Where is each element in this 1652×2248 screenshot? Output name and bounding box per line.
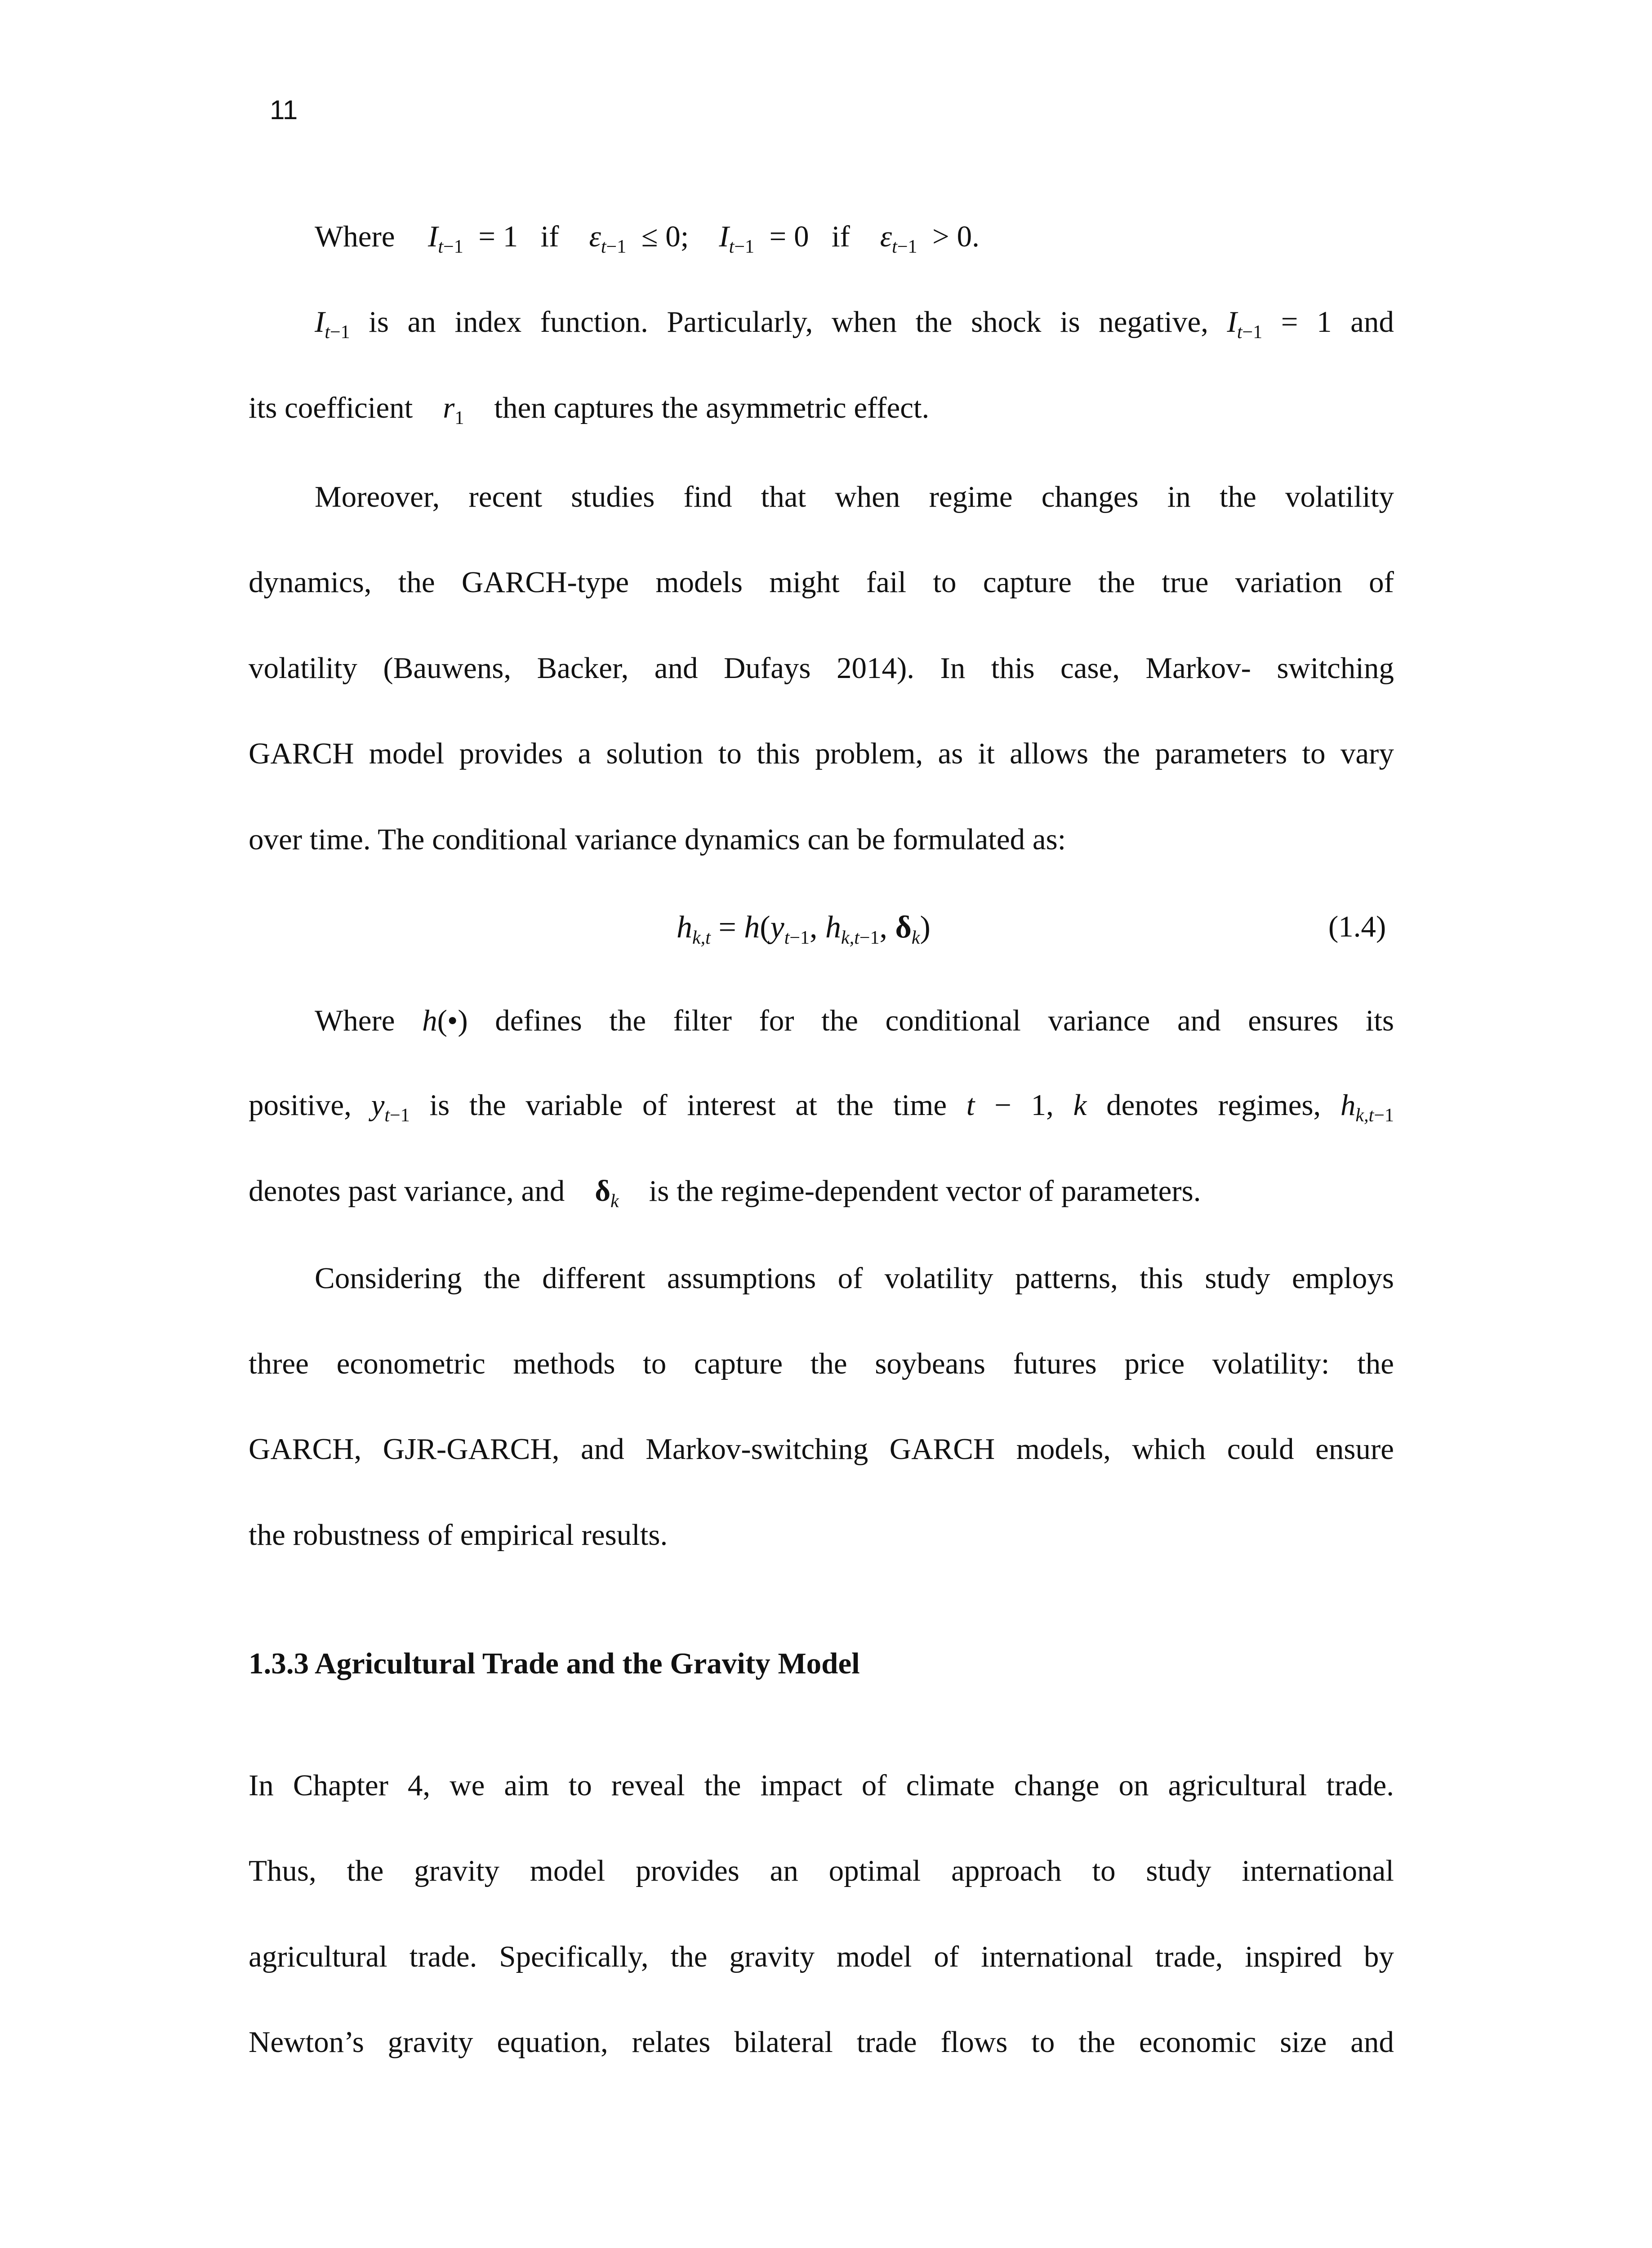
p3-text-past-variance: denotes past variance, and	[249, 1174, 565, 1208]
p2-line-5: over time. The conditional variance dynamics can be formulated as:	[249, 823, 1066, 856]
p2-line-3: volatility (Bauwens, Backer, and Dufays 2014). In this case, Markov- switching	[249, 651, 1394, 685]
p3-line-1: Where h(•) defines the filter for the conditional variance and ensures its	[315, 1004, 1394, 1037]
equation-number: (1.4)	[1328, 910, 1386, 943]
p5-line-3: agricultural trade. Specifically, the gravity model of international trade, inspired by	[249, 1940, 1394, 1973]
p1-text-captures: then captures the asymmetric effect.	[494, 391, 930, 424]
p1-text-coefficient: its coefficient	[249, 391, 413, 424]
p1-text-a: is an index function. Particularly, when the shock is negative,	[369, 305, 1208, 339]
p1-line-1: $I_{t-1}$ is an index function. Particularly, when the shock is negative, $I_{t-1} = 1$ and	[315, 305, 1394, 343]
p3-positive: positive,	[249, 1088, 352, 1122]
p1-text-and: and	[1350, 305, 1394, 339]
where-word: Where	[315, 220, 395, 253]
math-I-t-1-c: $I_{t-1}$	[315, 305, 350, 343]
p3-text-vector: is the regime-dependent vector of parameters.	[649, 1174, 1201, 1208]
p4-line-1: Considering the different assumptions of volatility patterns, this study employs	[315, 1262, 1394, 1295]
p3-line-2	[249, 1090, 1394, 1125]
math-t-minus-1: t − 1,	[966, 1088, 1054, 1122]
math-I-t-1: $I_{t-1}$	[428, 220, 463, 257]
section-heading: 1.3.3 Agricultural Trade and the Gravity Model	[249, 1647, 860, 1680]
p5-line-2: Thus, the gravity model provides an optimal approach to study international	[249, 1854, 1394, 1887]
math-eps-t-1-b: $\varepsilon_{t-1}$	[880, 220, 917, 257]
equation-body: $h_{k,t} = h(y_{t-1}$, $h_{k,t-1}$, $\delta_k$)	[677, 910, 931, 948]
math-eps-t-1: $\varepsilon_{t-1}$	[589, 220, 627, 257]
math-h-k-t-1: $h_{k,t-1}$	[1340, 1088, 1394, 1126]
p3-text-filter: defines the filter for the conditional variance and ensures its	[495, 1004, 1394, 1037]
p4-line-3: GARCH, GJR-GARCH, and Markov-switching GARCH models, which could ensure	[249, 1432, 1394, 1466]
p3-line-3	[249, 1176, 1201, 1211]
math-r1: $r_1$	[443, 391, 464, 428]
p5-line-4: Newton’s gravity equation, relates bilateral trade flows to the economic size and	[249, 2025, 1394, 2059]
if-word-1: if	[540, 220, 559, 253]
math-delta-k: $\delta_k$	[595, 1174, 619, 1212]
p3-where: Where	[315, 1004, 395, 1037]
p2-line-4: GARCH model provides a solution to this problem, as it allows the parameters to vary	[249, 737, 1394, 770]
p5-line-1: In Chapter 4, we aim to reveal the impact of climate change on agricultural trade.	[249, 1769, 1394, 1802]
if-word-2: if	[831, 220, 850, 253]
math-I-t-1-d: $I_{t-1}$	[1227, 305, 1263, 343]
p2-line-2: dynamics, the GARCH-type models might fail to capture the true variation of	[249, 566, 1394, 599]
header-page-number: 11	[270, 95, 298, 125]
p3-text-variable: is the variable of interest at the time	[429, 1088, 947, 1122]
math-k: k	[1073, 1088, 1087, 1122]
where-condition-line: Where $I_{t-1} = 1$ if $\varepsilon_{t-1} \le 0$; $I_{t-1} = 0$ if $\varepsilon_{t-1} > 0$.	[315, 220, 980, 257]
p2-line-1: Moreover, recent studies find that when regime changes in the volatility	[315, 480, 1394, 513]
semicolon: ;	[680, 220, 689, 253]
period: .	[972, 220, 980, 253]
p4-line-2: three econometric methods to capture the soybeans futures price volatility: the	[249, 1347, 1394, 1380]
p3-text-regimes: denotes regimes,	[1106, 1088, 1321, 1122]
math-y-t-1: $y_{t-1}$	[371, 1088, 410, 1126]
p1-line-2	[249, 393, 929, 428]
p4-line-4: the robustness of empirical results.	[249, 1518, 668, 1552]
math-I-t-1-b: $I_{t-1}$	[719, 220, 755, 257]
